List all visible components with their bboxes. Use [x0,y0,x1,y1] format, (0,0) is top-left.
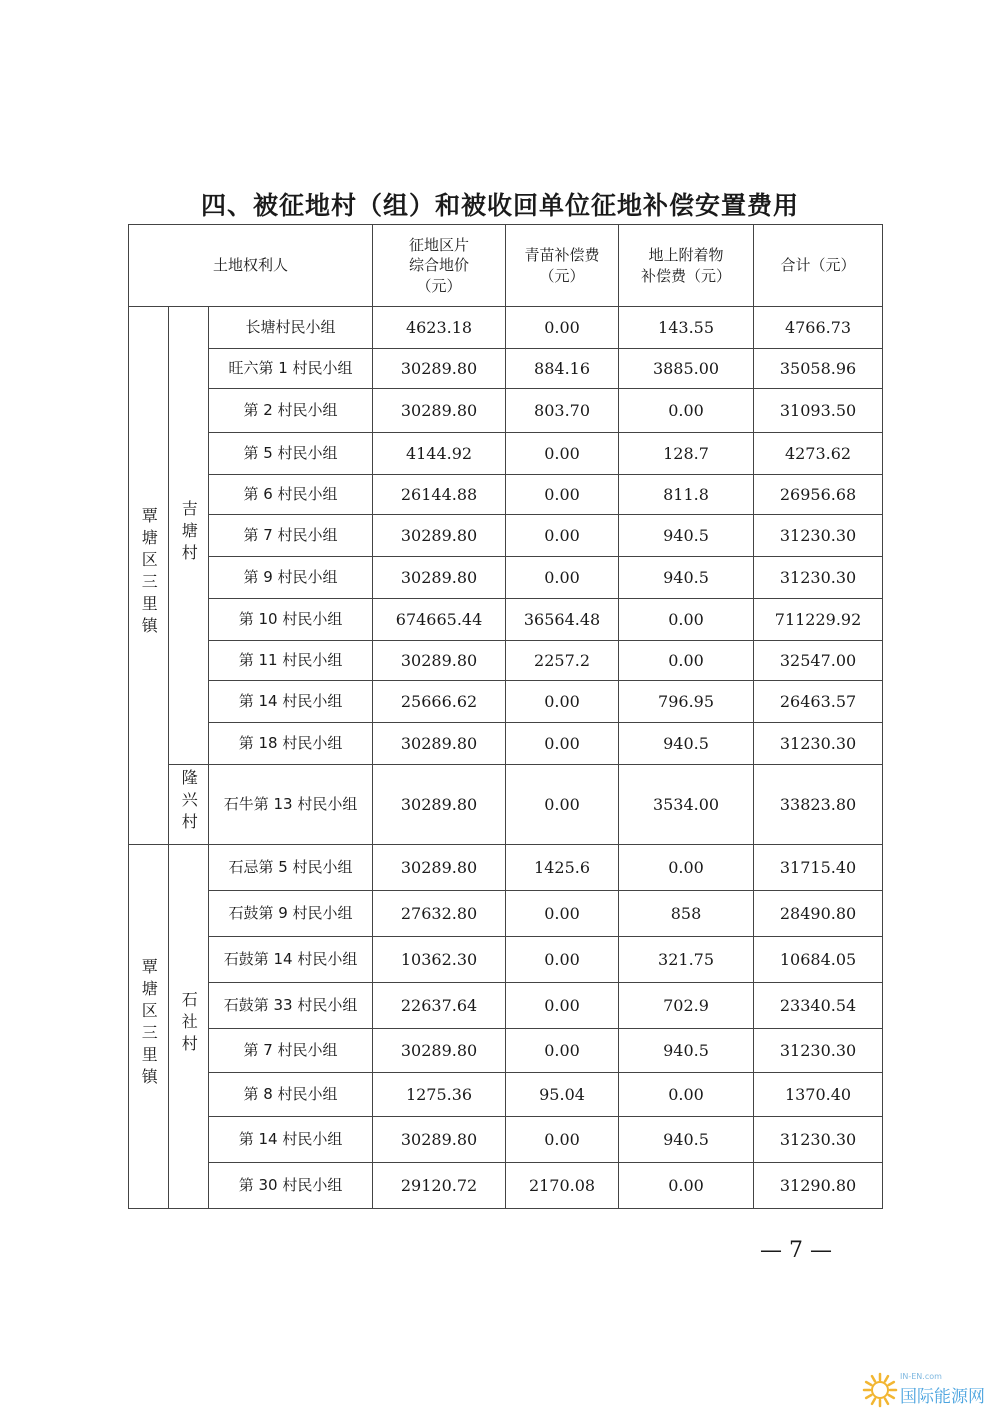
compensation-table [128,224,883,1209]
sun-ray [866,1395,871,1398]
village-cell: 隆兴村 [169,765,209,845]
total-cell: 33823.80 [754,765,883,845]
header-row [129,225,883,307]
total-cell: 31230.30 [754,723,883,765]
group-cell: 第 14 村民小组 [209,681,373,723]
crop-cell: 2257.2 [506,641,619,681]
group-cell: 第 11 村民小组 [209,641,373,681]
group-cell: 长塘村民小组 [209,307,373,349]
table-row [129,433,883,475]
sun-ray [885,1399,888,1404]
group-cell: 第 9 村民小组 [209,557,373,599]
total-cell: 32547.00 [754,641,883,681]
table-row [129,1117,883,1163]
land-price-cell: 26144.88 [373,475,506,515]
attachment-cell: 3885.00 [619,349,754,389]
attachment-cell: 858 [619,891,754,937]
crop-cell: 0.00 [506,723,619,765]
attachment-cell: 3534.00 [619,765,754,845]
sun-ray [889,1395,894,1398]
total-cell: 711229.92 [754,599,883,641]
page-title: 四、被征地村（组）和被收回单位征地补偿安置费用 [200,191,799,220]
crop-cell: 0.00 [506,1117,619,1163]
district-cell: 覃塘区三里镇 [129,307,169,845]
total-cell: 26956.68 [754,475,883,515]
total-cell: 1370.40 [754,1073,883,1117]
table-row [129,937,883,983]
table-row [129,515,883,557]
crop-cell: 95.04 [506,1073,619,1117]
crop-cell: 0.00 [506,307,619,349]
total-cell: 26463.57 [754,681,883,723]
table-row [129,475,883,515]
table-row [129,723,883,765]
table-row [129,983,883,1029]
header-attachment-compensation: 地上附着物 补偿费（元） [619,225,754,307]
total-cell: 31230.30 [754,515,883,557]
village-cell: 吉塘村 [169,307,209,765]
group-cell: 第 8 村民小组 [209,1073,373,1117]
crop-cell: 0.00 [506,475,619,515]
group-cell: 石牛第 13 村民小组 [209,765,373,845]
table-row [129,1073,883,1117]
land-price-cell: 1275.36 [373,1073,506,1117]
header-land-price: 征地区片 综合地价 （元） [373,225,506,307]
table-row [129,681,883,723]
crop-cell: 0.00 [506,433,619,475]
group-cell: 石鼓第 14 村民小组 [209,937,373,983]
watermark-logo [862,1372,994,1406]
attachment-cell: 0.00 [619,389,754,433]
land-price-cell: 30289.80 [373,557,506,599]
page-number: — 7 — [760,1238,832,1263]
attachment-cell: 940.5 [619,1029,754,1073]
land-price-cell: 30289.80 [373,1117,506,1163]
group-cell: 第 5 村民小组 [209,433,373,475]
attachment-cell: 940.5 [619,515,754,557]
group-cell: 石鼓第 33 村民小组 [209,983,373,1029]
watermark-name: 国际能源网 [900,1387,985,1407]
table-row [129,389,883,433]
attachment-cell: 143.55 [619,307,754,349]
table-row [129,1029,883,1073]
land-price-cell: 30289.80 [373,765,506,845]
land-price-cell: 4144.92 [373,433,506,475]
attachment-cell: 940.5 [619,557,754,599]
total-cell: 28490.80 [754,891,883,937]
crop-cell: 0.00 [506,765,619,845]
crop-cell: 0.00 [506,1029,619,1073]
sun-ray [866,1382,871,1385]
land-price-cell: 29120.72 [373,1163,506,1209]
crop-cell: 0.00 [506,515,619,557]
total-cell: 23340.54 [754,983,883,1029]
attachment-cell: 796.95 [619,681,754,723]
group-cell: 第 18 村民小组 [209,723,373,765]
crop-cell: 2170.08 [506,1163,619,1209]
table-row [129,845,883,891]
district-cell: 覃塘区三里镇 [129,845,169,1209]
land-price-cell: 30289.80 [373,1029,506,1073]
total-cell: 4766.73 [754,307,883,349]
crop-cell: 36564.48 [506,599,619,641]
attachment-cell: 0.00 [619,845,754,891]
header-crop-compensation: 青苗补偿费 （元） [506,225,619,307]
total-cell: 31715.40 [754,845,883,891]
land-price-cell: 30289.80 [373,723,506,765]
land-price-cell: 30289.80 [373,389,506,433]
sun-ray [889,1382,894,1385]
group-cell: 第 2 村民小组 [209,389,373,433]
land-price-cell: 30289.80 [373,641,506,681]
table-row [129,641,883,681]
table-row [129,891,883,937]
land-price-cell: 4623.18 [373,307,506,349]
header-total: 合计（元） [754,225,883,307]
sun-ray [872,1399,875,1404]
land-price-cell: 30289.80 [373,515,506,557]
attachment-cell: 0.00 [619,1073,754,1117]
group-cell: 第 7 村民小组 [209,1029,373,1073]
sun-logo-icon [862,1372,898,1408]
table-row [129,557,883,599]
crop-cell: 0.00 [506,557,619,599]
crop-cell: 0.00 [506,937,619,983]
attachment-cell: 702.9 [619,983,754,1029]
crop-cell: 0.00 [506,891,619,937]
group-cell: 石鼓第 9 村民小组 [209,891,373,937]
land-price-cell: 10362.30 [373,937,506,983]
table-row [129,307,883,349]
header-owner: 土地权利人 [129,225,373,307]
watermark-url: IN-EN.com [900,1372,942,1381]
attachment-cell: 0.00 [619,599,754,641]
crop-cell: 0.00 [506,983,619,1029]
crop-cell: 803.70 [506,389,619,433]
group-cell: 第 7 村民小组 [209,515,373,557]
attachment-cell: 940.5 [619,723,754,765]
total-cell: 31230.30 [754,1117,883,1163]
group-cell: 石忌第 5 村民小组 [209,845,373,891]
total-cell: 10684.05 [754,937,883,983]
total-cell: 35058.96 [754,349,883,389]
attachment-cell: 940.5 [619,1117,754,1163]
land-price-cell: 27632.80 [373,891,506,937]
group-cell: 第 6 村民小组 [209,475,373,515]
land-price-cell: 25666.62 [373,681,506,723]
village-cell: 石社村 [169,845,209,1209]
table-row [129,599,883,641]
total-cell: 4273.62 [754,433,883,475]
table-row [129,765,883,845]
land-price-cell: 30289.80 [373,845,506,891]
attachment-cell: 0.00 [619,1163,754,1209]
crop-cell: 0.00 [506,681,619,723]
sun-ray [885,1376,888,1381]
attachment-cell: 128.7 [619,433,754,475]
attachment-cell: 811.8 [619,475,754,515]
land-price-cell: 30289.80 [373,349,506,389]
attachment-cell: 321.75 [619,937,754,983]
land-price-cell: 674665.44 [373,599,506,641]
land-price-cell: 22637.64 [373,983,506,1029]
total-cell: 31230.30 [754,557,883,599]
total-cell: 31230.30 [754,1029,883,1073]
group-cell: 第 14 村民小组 [209,1117,373,1163]
table-row [129,349,883,389]
sun-ray [872,1376,875,1381]
crop-cell: 884.16 [506,349,619,389]
total-cell: 31093.50 [754,389,883,433]
group-cell: 旺六第 1 村民小组 [209,349,373,389]
attachment-cell: 0.00 [619,641,754,681]
table-row [129,1163,883,1209]
group-cell: 第 30 村民小组 [209,1163,373,1209]
crop-cell: 1425.6 [506,845,619,891]
total-cell: 31290.80 [754,1163,883,1209]
group-cell: 第 10 村民小组 [209,599,373,641]
